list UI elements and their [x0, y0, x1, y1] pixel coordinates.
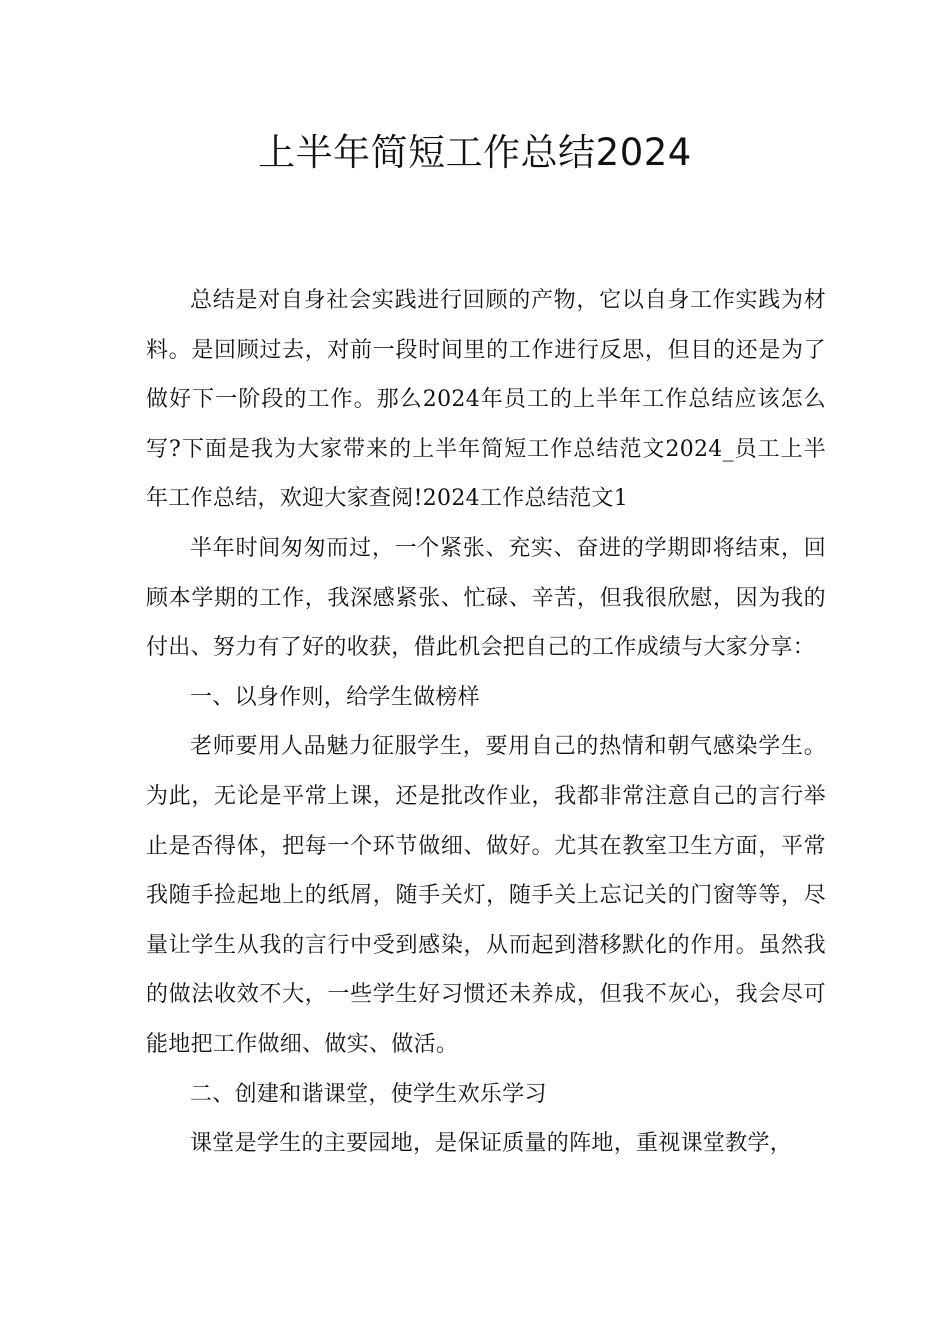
section-heading-2: 二、创建和谐课堂，使学生欢乐学习: [190, 1081, 547, 1107]
section-2-paragraph: 课堂是学生的主要园地，是保证质量的阵地，重视课堂教学，: [190, 1131, 793, 1157]
intro-paragraph: 总结是对自身社会实践进行回顾的产物，它以自身工作实践为材料。是回顾过去，对前一段时间里的工作进行反思，但目的还是为了做好下一阶段的工作。那么2024年员工的上半年工作总结应该怎么写?下面是我为大家带来的上半年简短工作总结范文2024_员工上半年工作总结，欢迎大家查阅!2024工作总结范文1: [146, 288, 826, 512]
section-heading-1: 一、以身作则，给学生做榜样: [190, 684, 480, 710]
section-1-paragraph: 老师要用人品魅力征服学生，要用自己的热情和朝气感染学生。为此，无论是平常上课，还是批改作业，我都非常注意自己的言行举止是否得体，把每一个环节做细、做好。尤其在教室卫生方面，平常我随手捡起地上的纸屑，随手关灯，随手关上忘记关的门窗等等，尽量让学生从我的言行中受到感染，从而起到潜移默化的作用。虽然我的做法收效不大，一些学生好习惯还未养成，但我不灰心，我会尽可能地把工作做细、做实、做活。: [146, 734, 826, 1057]
opening-paragraph: 半年时间匆匆而过，一个紧张、充实、奋进的学期即将结束，回顾本学期的工作，我深感紧张、忙碌、辛苦，但我很欣慰，因为我的付出、努力有了好的收获，借此机会把自己的工作成绩与大家分享：: [146, 535, 826, 661]
document-title: 上半年简短工作总结2024: [258, 131, 692, 174]
document-body: [146, 276, 826, 1169]
